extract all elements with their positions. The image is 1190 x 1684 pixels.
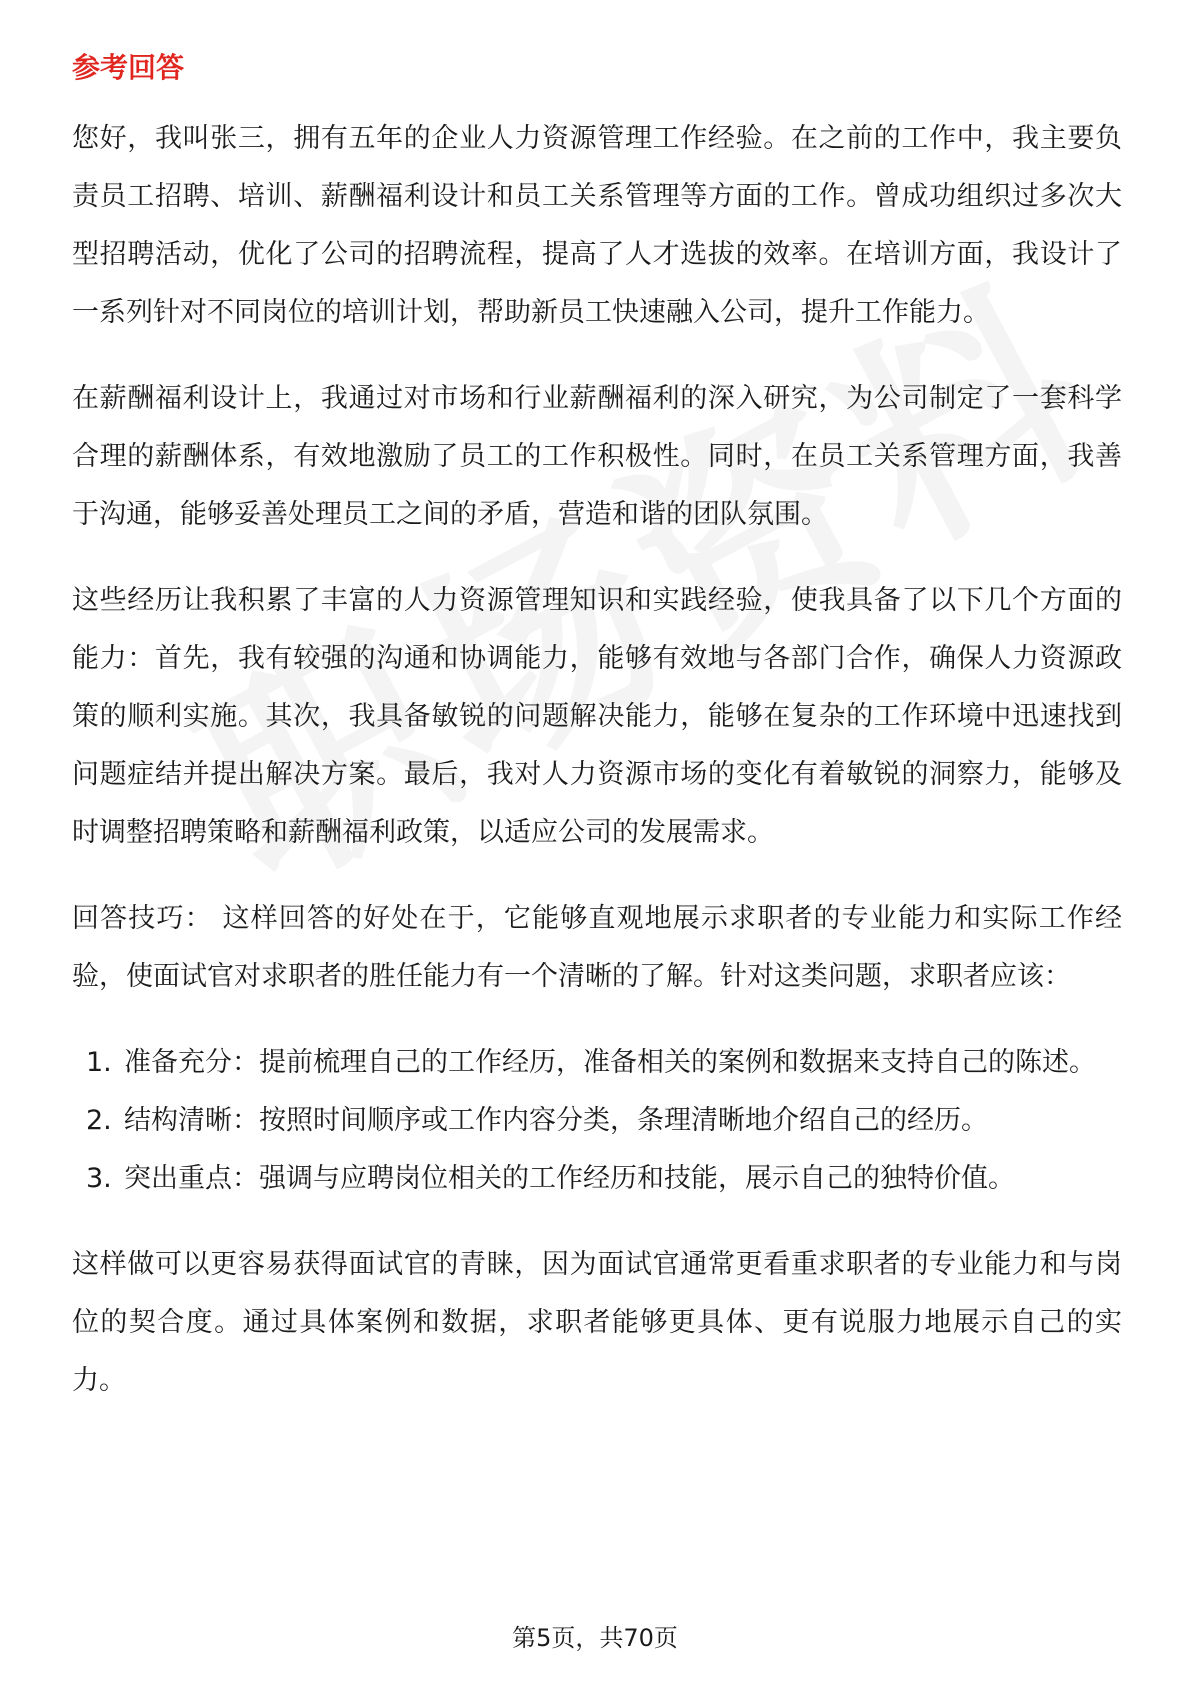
list-item: [72, 1034, 1122, 1092]
paragraph-abilities: 这些经历让我积累了丰富的人力资源管理知识和实践经验，使我具备了以下几个方面的能力：首先，我有较强的沟通和协调能力，能够有效地与各部门合作，确保人力资源政策的顺利实施。其次，我具备敏锐的问题解决能力，能够在复杂的工作环境中迅速找到问题症结并提出解决方案。最后，我对人力资源市场的变化有着敏锐的洞察力，能够及时调整招聘策略和薪酬福利政策，以适应公司的发展需求。: [72, 585, 1122, 848]
list-item: [72, 1092, 1122, 1150]
paragraph-closing: 这样做可以更容易获得面试官的青睐，因为面试官通常更看重求职者的专业能力和与岗位的契合度。通过具体案例和数据，求职者能够更具体、更有说服力地展示自己的实力。: [72, 1249, 1122, 1396]
list-item: [72, 1150, 1122, 1208]
paragraph-compensation: 在薪酬福利设计上，我通过对市场和行业薪酬福利的深入研究，为公司制定了一套科学合理的薪酬体系，有效地激励了员工的工作积极性。同时，在员工关系管理方面，我善于沟通，能够妥善处理员工之间的矛盾，营造和谐的团队氛围。: [72, 383, 1122, 530]
list-item-text: 突出重点：强调与应聘岗位相关的工作经历和技能，展示自己的独特价值。: [124, 1163, 1015, 1194]
list-item-text: 准备充分：提前梳理自己的工作经历，准备相关的案例和数据来支持自己的陈述。: [124, 1047, 1096, 1078]
tips-list: [72, 1034, 1122, 1208]
list-item-number: 3.: [86, 1163, 112, 1194]
list-item-number: 1.: [86, 1047, 112, 1078]
page-footer: 第5页，共70页: [512, 1624, 678, 1652]
section-title: 参考回答: [72, 51, 185, 84]
list-item-number: 2.: [86, 1105, 112, 1136]
document-page: [72, 48, 1122, 1438]
paragraph-intro: 您好，我叫张三，拥有五年的企业人力资源管理工作经验。在之前的工作中，我主要负责员工招聘、培训、薪酬福利设计和员工关系管理等方面的工作。曾成功组织过多次大型招聘活动，优化了公司的招聘流程，提高了人才选拔的效率。在培训方面，我设计了一系列针对不同岗位的培训计划，帮助新员工快速融入公司，提升工作能力。: [72, 123, 1122, 328]
paragraph-answer-tips: 回答技巧： 这样回答的好处在于，它能够直观地展示求职者的专业能力和实际工作经验，使面试官对求职者的胜任能力有一个清晰的了解。针对这类问题，求职者应该：: [72, 903, 1122, 992]
list-item-text: 结构清晰：按照时间顺序或工作内容分类，条理清晰地介绍自己的经历。: [124, 1105, 988, 1136]
